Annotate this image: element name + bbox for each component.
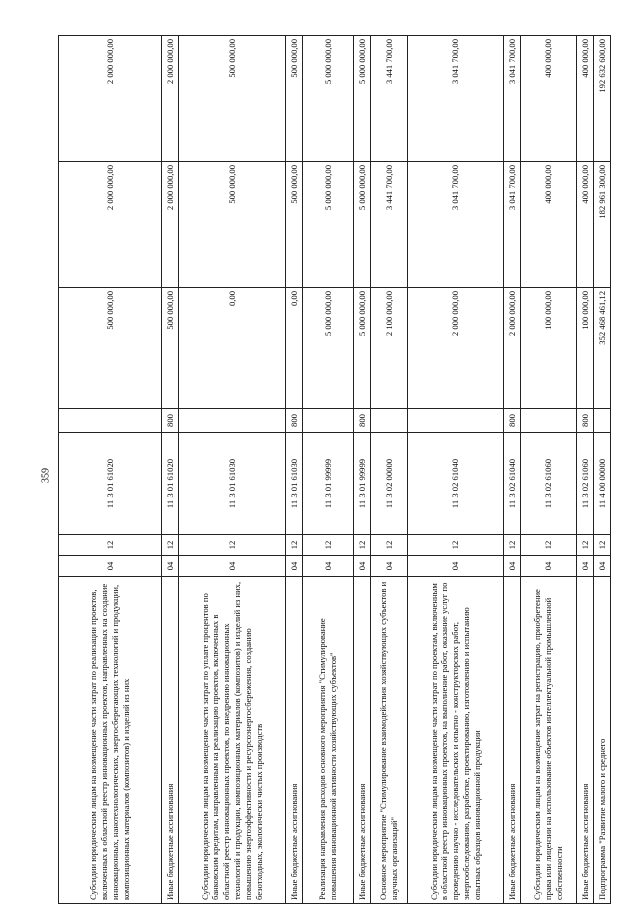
cell-y1: 500 000,00 [162, 288, 179, 409]
cell-y1: 100 000,00 [577, 288, 594, 409]
cell-y2: 182 961 300,00 [594, 162, 611, 288]
cell-csr: 11 3 01 61030 [286, 433, 303, 535]
table-row [179, 36, 286, 904]
cell-sec: 04 [521, 556, 577, 577]
cell-sub: 12 [59, 535, 162, 556]
cell-sub: 12 [286, 535, 303, 556]
cell-y3: 500 000,00 [286, 36, 303, 162]
cell-vr [303, 409, 354, 433]
cell-y1: 0,00 [179, 288, 286, 409]
cell-y3: 2 000 000,00 [59, 36, 162, 162]
cell-y2: 3 041 700,00 [504, 162, 521, 288]
cell-name: Основное мероприятие "Стимулирование взаимодействия хозяйствующих субъектов и научных организаций" [371, 577, 408, 904]
cell-vr [59, 409, 162, 433]
cell-vr: 800 [354, 409, 371, 433]
cell-csr: 11 3 02 00000 [371, 433, 408, 535]
cell-y2: 500 000,00 [179, 162, 286, 288]
cell-csr: 11 3 02 61040 [504, 433, 521, 535]
cell-sec: 04 [594, 556, 611, 577]
cell-sec: 04 [354, 556, 371, 577]
cell-sec: 04 [504, 556, 521, 577]
cell-y1: 500 000,00 [59, 288, 162, 409]
table-row [354, 36, 371, 904]
cell-name: Субсидии юридическим лицам на возмещение затрат на регистрацию, приобретение права или лицензии на использование объектов интеллектуальной промышленной собственности [521, 577, 577, 904]
cell-y3: 192 632 600,00 [594, 36, 611, 162]
cell-y3: 5 000 000,00 [354, 36, 371, 162]
budget-table [58, 35, 611, 904]
cell-sub: 12 [162, 535, 179, 556]
cell-y1: 2 000 000,00 [504, 288, 521, 409]
cell-csr: 11 3 02 61060 [577, 433, 594, 535]
cell-vr [371, 409, 408, 433]
cell-csr: 11 3 01 61020 [162, 433, 179, 535]
cell-name: Иные бюджетные ассигнования [504, 577, 521, 904]
cell-name: Реализация направления расходов основного мероприятия "Стимулирование повышения инновационной активности хозяйствующих субъектов" [303, 577, 354, 904]
cell-name: Субсидии юридическим лицам на возмещение части затрат по реализации проектов, включенных в областной реестр инновационных проектов, направленных на создание инновационных, нанотехнологических, энергосберегающих технологий и продукции, композиционных материалов (композитов) и изделий из них [59, 577, 162, 904]
cell-csr: 11 3 02 61060 [521, 433, 577, 535]
cell-name: Иные бюджетные ассигнования [286, 577, 303, 904]
cell-y3: 2 000 000,00 [162, 36, 179, 162]
table-row [59, 36, 162, 904]
cell-sub: 12 [303, 535, 354, 556]
cell-csr: 11 3 01 61020 [59, 433, 162, 535]
cell-sub: 12 [354, 535, 371, 556]
cell-vr [521, 409, 577, 433]
table-body [59, 36, 611, 904]
cell-csr: 11 3 01 99999 [303, 433, 354, 535]
cell-vr [179, 409, 286, 433]
cell-vr: 800 [286, 409, 303, 433]
table-row [286, 36, 303, 904]
cell-sec: 04 [303, 556, 354, 577]
cell-y2: 400 000,00 [577, 162, 594, 288]
cell-y2: 5 000 000,00 [303, 162, 354, 288]
cell-name: Иные бюджетные ассигнования [162, 577, 179, 904]
cell-sub: 12 [371, 535, 408, 556]
cell-csr: 11 3 01 61030 [179, 433, 286, 535]
cell-y3: 3 041 700,00 [504, 36, 521, 162]
cell-name: Подпрограмма "Развитие малого и среднего [594, 577, 611, 904]
cell-sub: 12 [521, 535, 577, 556]
cell-vr: 800 [577, 409, 594, 433]
cell-y1: 0,00 [286, 288, 303, 409]
cell-y3: 3 041 700,00 [408, 36, 504, 162]
cell-y1: 100 000,00 [521, 288, 577, 409]
table-row [162, 36, 179, 904]
cell-y1: 5 000 000,00 [303, 288, 354, 409]
table-row [521, 36, 577, 904]
cell-y2: 5 000 000,00 [354, 162, 371, 288]
cell-y3: 5 000 000,00 [303, 36, 354, 162]
cell-sub: 12 [594, 535, 611, 556]
cell-name: Иные бюджетные ассигнования [354, 577, 371, 904]
rotated-page [58, 36, 607, 904]
cell-y2: 500 000,00 [286, 162, 303, 288]
cell-y1: 2 000 000,00 [408, 288, 504, 409]
cell-sub: 12 [577, 535, 594, 556]
cell-y3: 3 441 700,00 [371, 36, 408, 162]
cell-sec: 04 [577, 556, 594, 577]
table-row [594, 36, 611, 904]
cell-vr [594, 409, 611, 433]
table-row [371, 36, 408, 904]
cell-sub: 12 [408, 535, 504, 556]
table-row [577, 36, 594, 904]
cell-csr: 11 4 00 00000 [594, 433, 611, 535]
cell-sec: 04 [179, 556, 286, 577]
cell-sub: 12 [179, 535, 286, 556]
page-number: 359 [40, 468, 52, 483]
table-row [303, 36, 354, 904]
cell-sec: 04 [162, 556, 179, 577]
cell-sub: 12 [504, 535, 521, 556]
cell-sec: 04 [408, 556, 504, 577]
cell-csr: 11 3 02 61040 [408, 433, 504, 535]
cell-y3: 500 000,00 [179, 36, 286, 162]
cell-y2: 2 000 000,00 [162, 162, 179, 288]
cell-y3: 400 000,00 [521, 36, 577, 162]
cell-y1: 5 000 000,00 [354, 288, 371, 409]
cell-vr [408, 409, 504, 433]
cell-sec: 04 [371, 556, 408, 577]
cell-vr: 800 [162, 409, 179, 433]
cell-name: Субсидии юридическим лицам на возмещение части затрат по проектам, включенным в областной реестр инновационных проектов, на выполнение работ, оказание услуг по проведению научно - исследовательских и опытно - конструкторских работ, энергообследованию, разработке, проектированию, изготовлению и испытанию опытных образцов инновационной продукции [408, 577, 504, 904]
cell-y2: 3 041 700,00 [408, 162, 504, 288]
table-row [408, 36, 504, 904]
cell-y1: 352 468 461,12 [594, 288, 611, 409]
cell-y2: 2 000 000,00 [59, 162, 162, 288]
cell-sec: 04 [59, 556, 162, 577]
cell-csr: 11 3 01 99999 [354, 433, 371, 535]
cell-name: Субсидии юридическим лицам на возмещение части затрат по уплате процентов по банковским кредитам, направленным на реализацию проектов, включенных в областной реестр инновационных проектов, по внедрению инновационных технологий и продукции, композиционных материалов (композитов) и изделий из них, повышению энергоэффективности и ресурсоэнергосбережения, созданию безотходных, экологически чистых производств [179, 577, 286, 904]
table-row [504, 36, 521, 904]
cell-vr: 800 [504, 409, 521, 433]
cell-y2: 3 441 700,00 [371, 162, 408, 288]
cell-sec: 04 [286, 556, 303, 577]
cell-y2: 400 000,00 [521, 162, 577, 288]
cell-name: Иные бюджетные ассигнования [577, 577, 594, 904]
cell-y1: 2 100 000,00 [371, 288, 408, 409]
cell-y3: 400 000,00 [577, 36, 594, 162]
